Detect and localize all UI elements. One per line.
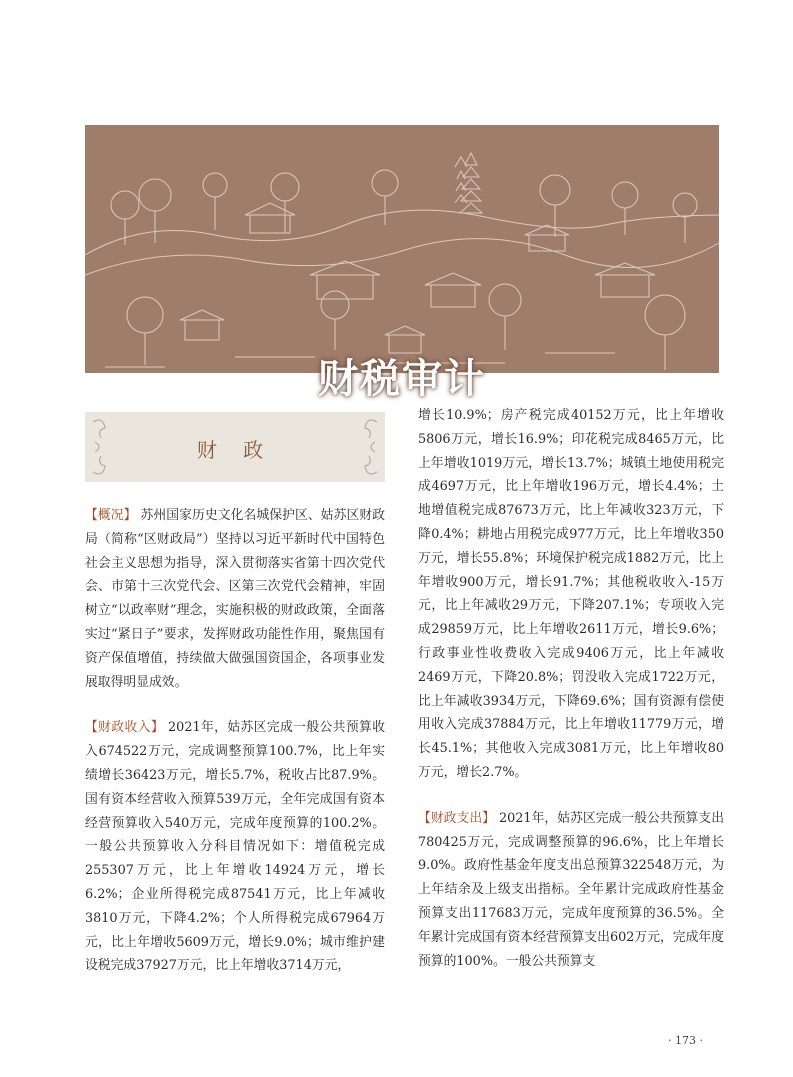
revenue-paragraph [85, 716, 385, 978]
revenue-tag: 【财政收入】 [85, 720, 165, 736]
revenue-continued: 增长10.9%；房产税完成40152万元，比上年增收5806万元，增长16.9%；印花税完成8465万元，比上年增收1019万元，增长13.7%；城镇土地使用税完成4697万元，比上年增收196万元，增长4.4%；土地增值税完成87673万元，比上年减收323万元，下降0.4%；耕地占用税完成977万元，比上年增收350万元，增长55.8%；环境保护税完成1882万元，比上年增收900万元，增长91.7%；其他税收收入-15万元，比上年减收29万元，下降207.1%；专项收入完成29859万元，比上年增收2611万元，增长9.6%；行政事业性收费收入完成9406万元，比上年减收2469万元，下降20.8%；罚没收入完成1722万元，比上年减收3934万元，下降69.6%；国有资源有偿使用收入完成37884万元，比上年增收11779万元，增长45.1%；其他收入完成3081万元，比上年增收80万元，增长2.7%。 [418, 408, 724, 780]
section-title: 财 政 [196, 438, 274, 462]
section-heading-box [85, 412, 385, 482]
overview-tag: 【概况】 [85, 508, 137, 523]
landscape-illustration [85, 125, 719, 373]
page-number: · 173 · [668, 1034, 703, 1047]
expenditure-tag: 【财政支出】 [418, 810, 495, 826]
corner-ornament-right-icon [359, 412, 381, 482]
overview-text: 苏州国家历史文化名城保护区、姑苏区财政局（简称“区财政局”）坚持以习近平新时代中国特色社会主义思想为指导，深入贯彻落实省第十四次党代会、市第十三次党代会、区第三次党代会精神，牢固树立“以政率财”理念，实施积极的财政政策，全面落实过“紧日子”要求，发挥财政功能性作用，聚焦国有资产保值增值，持续做大做强国资国企，各项事业发展取得明显成效。 [85, 508, 386, 690]
overview-paragraph [85, 504, 385, 694]
expenditure-paragraph [418, 807, 724, 974]
right-column [418, 404, 724, 973]
revenue-text: 2021年，姑苏区完成一般公共预算收入674522万元，完成调整预算100.7%，比上年实绩增长36423万元，增长5.7%，税收占比87.9%。国有资本经营收入预算539万元，全年完成国有资本经营预算收入540万元，完成年度预算的100.2%。一般公共预算收入分科目情况如下：增值税完成255307万元，比上年增收14924万元，增长6.2%；企业所得税完成87541万元，比上年减收3810万元，下降4.2%；个人所得税完成67964万元，比上年增收5609万元，增长9.0%；城市维护建设税完成37927万元，比上年增收3714万元， [85, 720, 385, 974]
expenditure-text: 2021年，姑苏区完成一般公共预算支出780425万元，完成调整预算的96.6%，比上年增长9.0%。政府性基金年度支出总预算322548万元，为上年结余及上级支出指标。全年累计完成政府性基金预算支出117683万元，完成年度预算的36.5%。全年累计完成国有资本经营预算支出602万元，完成年度预算的100%。一般公共预算支 [418, 810, 724, 969]
chapter-title: 财税审计 [318, 356, 486, 402]
left-column [85, 504, 385, 978]
chapter-banner [85, 125, 719, 402]
